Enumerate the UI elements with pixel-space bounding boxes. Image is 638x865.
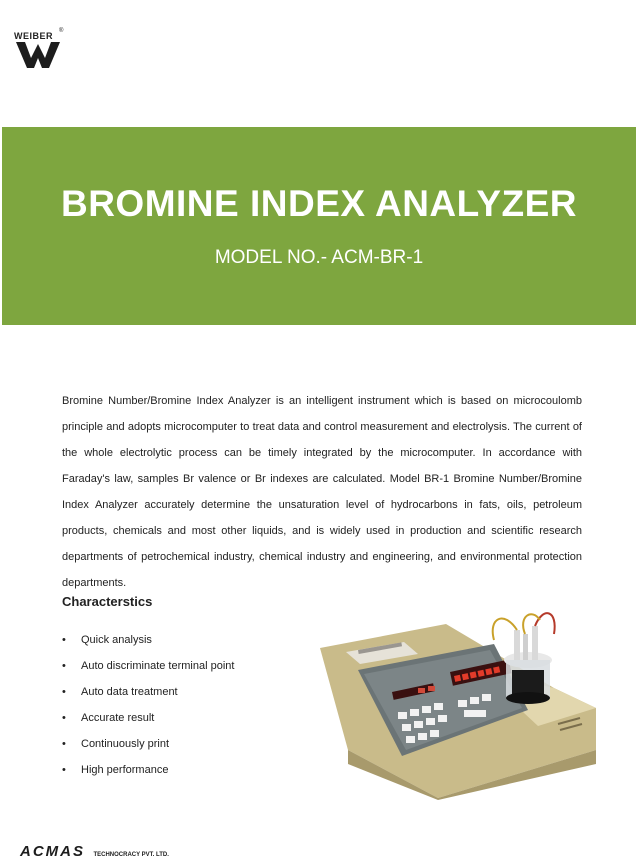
characteristics-heading: Characterstics xyxy=(62,594,153,609)
list-item: • Quick analysis xyxy=(62,627,234,653)
acmas-brand-text: ACMAS xyxy=(20,843,85,860)
bullet: • xyxy=(62,712,66,724)
intro-paragraph: Bromine Number/Bromine Index Analyzer is an intelligent instrument which is based on microcoulomb principle and adopts microcomputer to treat data and control measurement and electrolysis. The current of the whole electrolytic process can be timely integrated by the microcomputer. In accordance with Faraday's law, samples Br valence or Br indexes are calculated. Model BR-1 Bromine Number/Bromine Index Analyzer accurately determine the unsaturation level of hydrocarbons in fats, oils, petroleum products, chemicals and most other liquids, and is widely used in production and scientific research departments of petrochemical industry, chemical industry and engineering, and environmental protection departments. xyxy=(62,395,582,589)
acmas-tagline: TECHNOCRACY PVT. LTD. xyxy=(93,852,169,858)
bullet: • xyxy=(62,660,66,672)
title-banner xyxy=(2,127,636,325)
list-item: • High performance xyxy=(62,757,234,783)
w-logo-icon xyxy=(16,42,60,68)
bullet: • xyxy=(62,634,66,646)
bullet: • xyxy=(62,686,66,698)
list-item: • Continuously print xyxy=(62,731,234,757)
acmas-logo xyxy=(20,843,169,861)
list-item: • Accurate result xyxy=(62,705,234,731)
registered-mark: ® xyxy=(59,28,64,34)
model-number: MODEL NO.- ACM-BR-1 xyxy=(214,247,424,268)
bullet: • xyxy=(62,738,66,750)
characteristics-list xyxy=(62,627,234,783)
bullet: • xyxy=(62,764,66,776)
weiber-logo xyxy=(12,28,68,70)
list-item: • Auto data treatment xyxy=(62,679,234,705)
weiber-brand-text: WEIBER xyxy=(14,31,53,41)
analyzer-device-image xyxy=(318,600,600,800)
list-item: • Auto discriminate terminal point xyxy=(62,653,234,679)
page-title: BROMINE INDEX ANALYZER xyxy=(60,183,578,224)
